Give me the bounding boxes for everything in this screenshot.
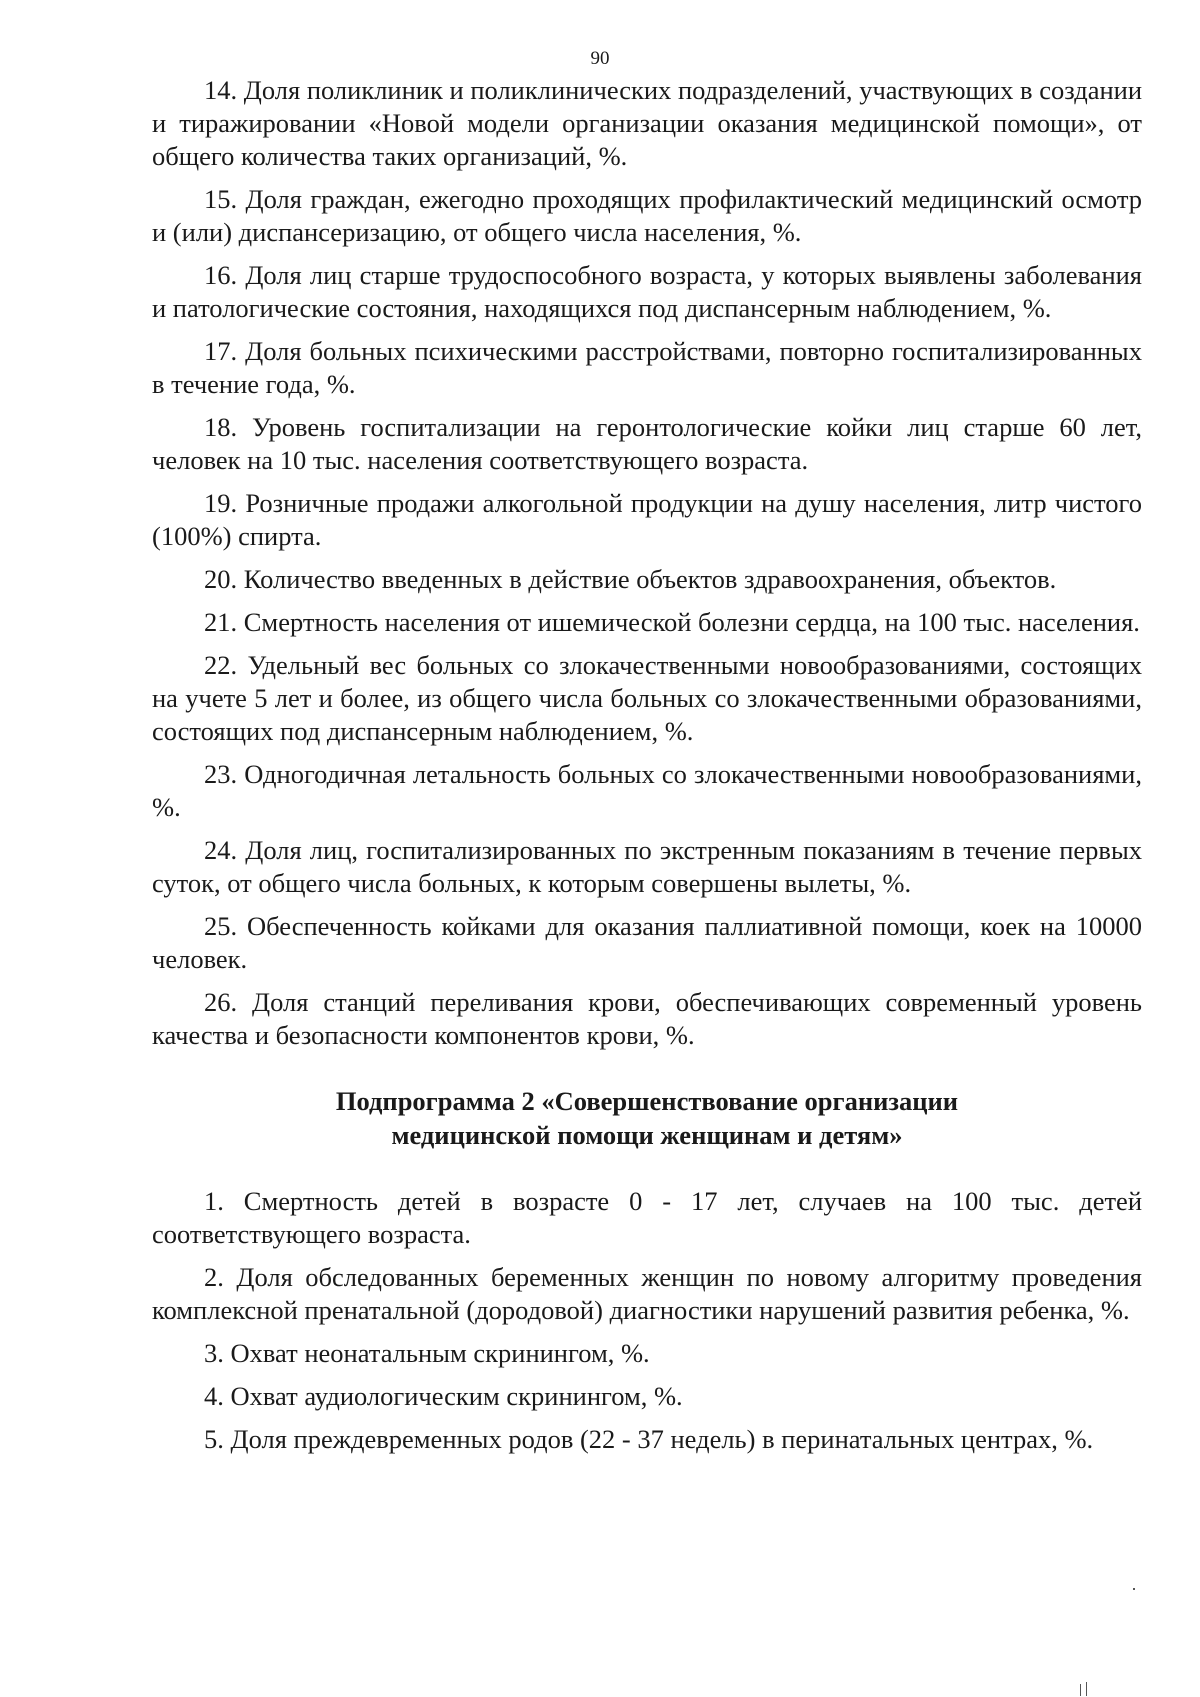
subprogram-heading-line: Подпрограмма 2 «Совершенствование организации (335, 1086, 959, 1116)
list-item: 4. Охват аудиологическим скринингом, %. (204, 1381, 683, 1411)
list-item: 3. Охват неонатальным скринингом, %. (204, 1338, 650, 1368)
list-item: 5. Доля преждевременных родов (22 - 37 недель) в перинатальных центрах, %. (204, 1424, 1094, 1454)
list-item: 14. Доля поликлиник и поликлинических подразделений, участвующих в создании и тиражировании «Новой модели организации оказания медицинской помощи», от общего количества таких организаций, %. (152, 75, 1142, 171)
subprogram-heading (152, 1084, 1142, 1152)
list-item: 20. Количество введенных в действие объектов здравоохранения, объектов. (204, 564, 1057, 594)
list-item: 17. Доля больных психическими расстройствами, повторно госпитализированных в течение года, %. (152, 336, 1142, 399)
list-item: 25. Обеспеченность койками для оказания паллиативной помощи, коек на 10000 человек. (152, 911, 1142, 974)
scan-speck (1086, 1682, 1087, 1696)
scan-speck (1133, 1588, 1135, 1590)
list-item: 2. Доля обследованных беременных женщин по новому алгоритму проведения комплексной пренатальной (дородовой) диагностики нарушений развития ребенка, %. (152, 1262, 1142, 1325)
list-item: 1. Смертность детей в возрасте 0 - 17 лет, случаев на 100 тыс. детей соответствующего возраста. (152, 1186, 1142, 1249)
list-item: 23. Одногодичная летальность больных со злокачественными новообразованиями, %. (152, 759, 1142, 822)
scan-speck (1080, 1684, 1081, 1696)
list-item: 21. Смертность населения от ишемической болезни сердца, на 100 тыс. населения. (204, 607, 1140, 637)
page-content (152, 74, 1142, 1466)
list-item: 15. Доля граждан, ежегодно проходящих профилактический медицинский осмотр и (или) диспансеризацию, от общего числа населения, %. (152, 184, 1142, 247)
page-number: 90 (590, 48, 610, 69)
subprogram-heading-line: медицинской помощи женщинам и детям» (391, 1120, 903, 1150)
list-item: 24. Доля лиц, госпитализированных по экстренным показаниям в течение первых суток, от общего числа больных, к которым совершены вылеты, %. (152, 835, 1142, 898)
list-item: 18. Уровень госпитализации на геронтологические койки лиц старше 60 лет, человек на 10 тыс. населения соответствующего возраста. (152, 412, 1142, 475)
list-item: 22. Удельный вес больных со злокачественными новообразованиями, состоящих на учете 5 лет и более, из общего числа больных со злокачественными образованиями, состоящих под диспансерным наблюдением, %. (152, 650, 1142, 746)
list-item: 16. Доля лиц старше трудоспособного возраста, у которых выявлены заболевания и патологические состояния, находящихся под диспансерным наблюдением, %. (152, 260, 1142, 323)
list-item: 26. Доля станций переливания крови, обеспечивающих современный уровень качества и безопасности компонентов крови, %. (152, 987, 1142, 1050)
list-item: 19. Розничные продажи алкогольной продукции на душу населения, литр чистого (100%) спирта. (152, 488, 1142, 551)
